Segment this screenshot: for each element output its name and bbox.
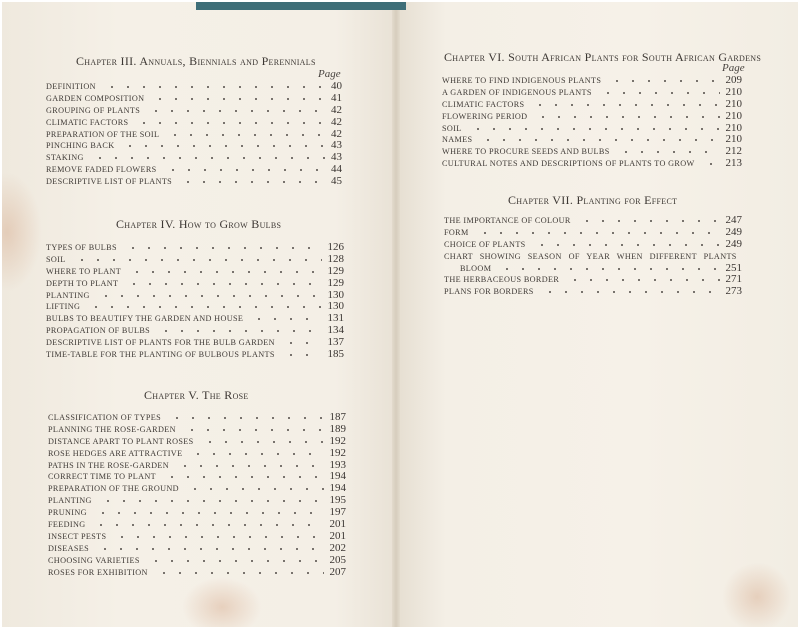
dot-leader: [136, 122, 325, 124]
toc-entry-page: 44: [331, 163, 342, 176]
dot-leader: [190, 453, 323, 455]
dot-leader: [600, 92, 720, 94]
toc-entry: [46, 313, 344, 325]
chapter-4-title: Chapter IV. How to Grow Bulbs: [116, 217, 282, 231]
toc-entry-page: 193: [329, 458, 346, 471]
dot-leader: [499, 268, 719, 270]
toc-entry-label: WHERE TO PLANT: [46, 266, 122, 276]
toc-entry: [46, 254, 344, 266]
toc-entry-page: 129: [327, 276, 344, 289]
toc-entry-label: PREPARATION OF THE GROUND: [48, 484, 179, 494]
toc-entry: [46, 93, 342, 105]
toc-entry-page: 213: [725, 157, 742, 170]
toc-entry-label: ROSE HEDGES ARE ATTRACTIVE: [48, 448, 183, 458]
toc-entry: [46, 176, 342, 188]
toc-entry-label: A GARDEN OF INDIGENOUS PLANTS: [442, 87, 592, 97]
dot-leader: [158, 330, 321, 332]
toc-entry-label: BULBS TO BEAUTIFY THE GARDEN AND HOUSE: [46, 314, 244, 324]
toc-entry-label: CLASSIFICATION OF TYPES: [48, 413, 161, 422]
toc-entry: [442, 123, 742, 135]
dot-leader: [532, 104, 719, 106]
toc-entry: [46, 129, 342, 141]
dot-leader: [74, 259, 322, 261]
toc-entry: [48, 483, 346, 495]
toc-entry-label: CHOOSING VARIETIES: [48, 555, 140, 565]
toc-entry-page: 210: [725, 133, 742, 146]
dot-leader: [470, 128, 720, 130]
toc-entry-page: 212: [725, 145, 742, 158]
toc-entry: [46, 105, 342, 117]
toc-entry-page: 210: [725, 121, 742, 134]
dot-leader: [156, 572, 324, 574]
dot-leader: [579, 220, 720, 222]
toc-entry: [442, 75, 742, 87]
toc-entry-label: SOIL: [442, 123, 462, 133]
toc-entry: [442, 158, 742, 170]
toc-entry-page: 189: [329, 422, 346, 435]
toc-entry-label: PLANNING THE ROSE-GARDEN: [48, 424, 176, 434]
dot-leader: [169, 417, 324, 419]
toc-entry-label: DESCRIPTIVE LIST OF PLANTS: [46, 177, 173, 187]
toc-entry-page: 41: [331, 91, 342, 104]
dot-leader: [535, 116, 719, 118]
dot-leader: [126, 283, 321, 285]
toc-entry: [444, 215, 742, 227]
chapter-5-title: Chapter V. The Rose: [144, 388, 249, 402]
toc-entry: [46, 337, 344, 349]
dot-leader: [122, 145, 325, 147]
toc-entry-label: GARDEN COMPOSITION: [46, 93, 145, 103]
toc-entry-page: 210: [725, 85, 742, 98]
toc-entry: [46, 81, 342, 93]
toc-entry: [46, 278, 344, 290]
toc-entry: [46, 301, 344, 313]
toc-entry: [48, 424, 346, 436]
dot-leader: [114, 536, 323, 538]
toc-entry-page: 201: [329, 518, 346, 531]
toc-entry-label: PATHS IN THE ROSE-GARDEN: [48, 460, 169, 470]
toc-entry: [46, 152, 342, 164]
toc-entry: [48, 555, 346, 567]
toc-entry: [46, 242, 344, 254]
dot-leader: [100, 500, 324, 502]
toc-entry-label: SOIL: [46, 254, 66, 264]
toc-entry-label: WHERE TO PROCURE SEEDS AND BULBS: [442, 147, 610, 157]
dot-leader: [187, 488, 324, 490]
toc-entry: [46, 164, 342, 176]
toc-entry-label: CULTURAL NOTES AND DESCRIPTIONS OF PLANTS TO GROW: [442, 159, 695, 169]
toc-entry-page: 202: [329, 541, 346, 554]
toc-entry: [444, 227, 742, 239]
toc-entry-page: 185: [327, 348, 344, 361]
dot-leader: [480, 139, 719, 141]
toc-entry: [444, 251, 742, 263]
toc-entry: [444, 286, 742, 298]
page-column-header: Page: [722, 62, 745, 74]
dot-leader: [165, 169, 325, 171]
toc-entry: [46, 140, 342, 152]
toc-entry: [48, 412, 346, 424]
dot-leader: [92, 157, 325, 159]
chapter-3-entries: [46, 81, 342, 188]
toc-entry-label: BLOOM: [460, 263, 492, 273]
book-spread: [2, 2, 798, 627]
dot-leader: [88, 306, 321, 308]
toc-entry-label: PLANS FOR BORDERS: [444, 287, 534, 297]
toc-entry: [48, 448, 346, 460]
toc-entry-page: 130: [327, 300, 344, 313]
toc-entry-page: 192: [329, 446, 346, 459]
dot-leader: [180, 181, 325, 183]
toc-entry-page: 137: [327, 336, 344, 349]
dot-leader: [618, 151, 720, 153]
toc-entry-page: 249: [725, 225, 742, 238]
toc-entry: [46, 349, 344, 361]
toc-entry: [444, 274, 742, 286]
toc-entry: [48, 495, 346, 507]
toc-entry-page: 273: [725, 285, 742, 298]
toc-entry-page: 43: [331, 151, 342, 164]
toc-entry-label: FORM: [444, 227, 469, 237]
dot-leader: [251, 318, 321, 320]
dot-leader: [283, 354, 322, 356]
background-strip: [196, 2, 406, 10]
toc-entry-label: CORRECT TIME TO PLANT: [48, 472, 156, 482]
toc-entry-label: REMOVE FADED FLOWERS: [46, 165, 157, 175]
paper-stain: [722, 562, 792, 627]
toc-entry: [442, 99, 742, 111]
toc-entry: [48, 507, 346, 519]
toc-entry: [444, 239, 742, 251]
chapter-6-title: Chapter VI. South African Plants for South African Gardens: [444, 50, 762, 64]
toc-entry-label: CLIMATIC FACTORS: [46, 117, 129, 127]
toc-entry-page: 251: [725, 261, 742, 274]
dot-leader: [148, 560, 324, 562]
toc-entry-label: PREPARATION OF THE SOIL: [46, 129, 160, 139]
toc-entry-label: WHERE TO FIND INDIGENOUS PLANTS: [442, 76, 602, 85]
dot-leader: [164, 476, 324, 478]
toc-entry-page: 194: [329, 482, 346, 495]
toc-entry-label: PROPAGATION OF BULBS: [46, 326, 151, 336]
book-gutter: [392, 2, 400, 627]
chapter-6-entries: [442, 75, 742, 170]
toc-entry-label: NAMES: [442, 135, 473, 145]
toc-entry-label: PRUNING: [48, 508, 87, 518]
toc-entry-label: LIFTING: [46, 302, 81, 312]
dot-leader: [177, 465, 324, 467]
dot-leader: [283, 342, 322, 344]
toc-entry-page: 126: [327, 241, 344, 253]
chapter-7-entries: [444, 215, 742, 298]
toc-entry-label: DISTANCE APART TO PLANT ROSES: [48, 436, 194, 446]
dot-leader: [97, 548, 323, 550]
toc-entry-label: DEFINITION: [46, 82, 96, 91]
toc-entry: [46, 266, 344, 278]
toc-entry: [442, 111, 742, 123]
dot-leader: [93, 524, 323, 526]
toc-entry: [442, 134, 742, 146]
dot-leader: [609, 80, 719, 82]
toc-entry-page: 129: [327, 264, 344, 277]
toc-entry: [48, 519, 346, 531]
toc-entry-label: DEPTH TO PLANT: [46, 278, 119, 288]
toc-entry-page: 197: [329, 506, 346, 519]
toc-entry-page: 42: [331, 103, 342, 116]
dot-leader: [567, 279, 719, 281]
toc-entry: [48, 531, 346, 543]
toc-entry-page: 195: [329, 494, 346, 507]
toc-entry-page: 205: [329, 553, 346, 566]
toc-entry-page: 210: [725, 109, 742, 122]
toc-entry-label: PLANTING: [48, 496, 92, 506]
toc-entry: [46, 325, 344, 337]
toc-entry-page: 130: [327, 288, 344, 301]
toc-entry-page: 210: [725, 97, 742, 110]
toc-entry-label: THE IMPORTANCE OF COLOUR: [444, 216, 571, 225]
dot-leader: [125, 247, 322, 249]
toc-entry-page: 201: [329, 529, 346, 542]
dot-leader: [167, 134, 325, 136]
toc-entry-page: 209: [725, 74, 742, 86]
toc-entry-page: 43: [331, 139, 342, 152]
dot-leader: [703, 163, 720, 165]
toc-entry-page: 42: [331, 127, 342, 140]
dot-leader: [95, 512, 324, 514]
toc-entry-page: 134: [327, 324, 344, 337]
toc-entry-page: 45: [331, 175, 342, 188]
dot-leader: [534, 244, 720, 246]
chapter-5-entries: [48, 412, 346, 578]
toc-entry-label: PINCHING BACK: [46, 141, 115, 151]
toc-entry-page: 187: [329, 411, 346, 423]
toc-entry-label: TYPES OF BULBS: [46, 243, 117, 252]
toc-entry: [48, 436, 346, 448]
dot-leader: [202, 441, 324, 443]
toc-entry-label: CHOICE OF PLANTS: [444, 239, 526, 249]
toc-entry-label: FEEDING: [48, 520, 86, 530]
toc-entry-page: 207: [329, 565, 346, 578]
toc-entry-page: 128: [327, 252, 344, 265]
toc-entry-page: 192: [329, 434, 346, 447]
toc-entry-page: 40: [331, 80, 342, 92]
dot-leader: [152, 98, 325, 100]
dot-leader: [98, 295, 322, 297]
toc-entry-label: FLOWERING PERIOD: [442, 111, 528, 121]
toc-entry-label: STAKING: [46, 153, 84, 163]
toc-entry-label: TIME-TABLE FOR THE PLANTING OF BULBOUS PLANTS: [46, 350, 275, 360]
toc-entry-label: DESCRIPTIVE LIST OF PLANTS FOR THE BULB GARDEN: [46, 338, 275, 348]
toc-entry: [444, 263, 742, 275]
toc-entry-label: CHART SHOWING SEASON OF YEAR WHEN DIFFERENT PLANTS: [444, 251, 737, 261]
dot-leader: [184, 429, 324, 431]
toc-entry-label: PLANTING: [46, 290, 90, 300]
toc-entry: [442, 146, 742, 158]
toc-entry-page: 194: [329, 470, 346, 483]
toc-entry: [48, 543, 346, 555]
toc-entry: [48, 567, 346, 579]
page-column-header: Page: [318, 68, 341, 80]
toc-entry-page: 42: [331, 115, 342, 128]
toc-entry-label: GROUPING OF PLANTS: [46, 105, 141, 115]
toc-entry: [46, 290, 344, 302]
dot-leader: [542, 291, 720, 293]
dot-leader: [129, 271, 321, 273]
toc-entry-page: 249: [725, 237, 742, 250]
toc-entry: [48, 460, 346, 472]
toc-entry-page: 271: [725, 273, 742, 286]
dot-leader: [148, 110, 325, 112]
toc-entry-label: INSECT PESTS: [48, 531, 107, 541]
chapter-4-entries: [46, 242, 344, 361]
toc-entry: [46, 117, 342, 129]
toc-entry-page: 131: [327, 312, 344, 325]
chapter-7-title: Chapter VII. Planting for Effect: [508, 193, 678, 207]
toc-entry-label: THE HERBACEOUS BORDER: [444, 275, 560, 285]
toc-entry-label: ROSES FOR EXHIBITION: [48, 567, 148, 577]
toc-entry: [442, 87, 742, 99]
toc-entry-page: 247: [725, 214, 742, 226]
toc-entry: [48, 471, 346, 483]
chapter-3-title: Chapter III. Annuals, Biennials and Perennials: [76, 54, 316, 68]
toc-entry-label: DISEASES: [48, 543, 90, 553]
dot-leader: [104, 86, 325, 88]
toc-entry-label: CLIMATIC FACTORS: [442, 99, 525, 109]
dot-leader: [477, 232, 720, 234]
